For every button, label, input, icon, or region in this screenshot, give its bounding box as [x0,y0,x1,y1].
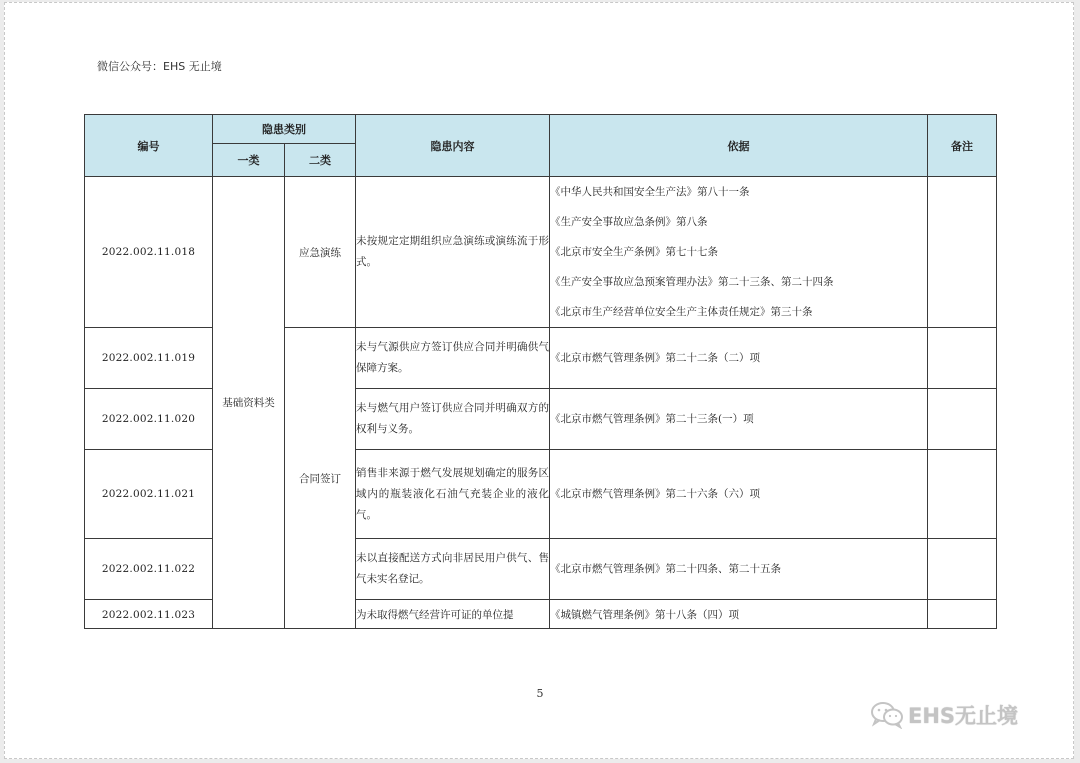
header-category: 隐患类别 [213,115,356,144]
table-row [85,177,997,328]
row-id: 2022.002.11.020 [85,389,213,450]
row-basis [550,328,928,389]
header-content: 隐患内容 [356,115,550,177]
basis-item: 《城镇燃气管理条例》第十八条（四）项 [550,609,739,621]
watermark-text: EHS无止境 [908,704,1019,728]
cat2-cell: 应急演练 [285,177,356,328]
cat1-cell: 基础资料类 [213,177,285,629]
row-id: 2022.002.11.021 [85,450,213,539]
hazard-table [84,114,997,629]
row-content: 未按规定定期组织应急演练或演练流于形式。 [356,177,550,328]
row-remark [928,177,997,328]
row-id: 2022.002.11.023 [85,600,213,629]
row-remark [928,450,997,539]
row-content: 未与燃气用户签订供应合同并明确双方的权利与义务。 [356,389,550,450]
basis-item: 《北京市燃气管理条例》第二十二条（二）项 [550,352,760,364]
header-basis: 依据 [550,115,928,177]
cat2-cell: 合同签订 [285,328,356,629]
row-basis [550,389,928,450]
row-content: 未以直接配送方式向非居民用户供气、售气未实名登记。 [356,539,550,600]
row-content: 为未取得燃气经营许可证的单位提 [356,600,550,629]
basis-item: 《北京市燃气管理条例》第二十三条(一）项 [550,413,754,425]
basis-item: 《北京市生产经营单位安全生产主体责任规定》第三十条 [550,306,813,318]
watermark [870,700,1018,730]
basis-item: 《生产安全事故应急条例》第八条 [550,216,708,228]
row-remark [928,600,997,629]
basis-item: 《北京市安全生产条例》第七十七条 [550,246,718,258]
row-id: 2022.002.11.018 [85,177,213,328]
basis-item: 《生产安全事故应急预案管理办法》第二十三条、第二十四条 [550,276,834,288]
header-cat1: 一类 [213,144,285,177]
row-id: 2022.002.11.019 [85,328,213,389]
row-basis [550,539,928,600]
wechat-icon [870,701,904,729]
row-id: 2022.002.11.022 [85,539,213,600]
row-remark [928,389,997,450]
page-number: 5 [536,687,544,700]
header-cat2: 二类 [285,144,356,177]
header-id: 编号 [85,115,213,177]
row-content: 销售非来源于燃气发展规划确定的服务区域内的瓶装液化石油气充装企业的液化气。 [356,450,550,539]
row-remark [928,539,997,600]
basis-item: 《中华人民共和国安全生产法》第八十一条 [550,186,750,198]
header-remark: 备注 [928,115,997,177]
row-basis [550,600,928,629]
row-basis [550,177,928,328]
basis-item: 《北京市燃气管理条例》第二十四条、第二十五条 [550,563,781,575]
row-remark [928,328,997,389]
row-content: 未与气源供应方签订供应合同并明确供气保障方案。 [356,328,550,389]
basis-item: 《北京市燃气管理条例》第二十六条（六）项 [550,488,760,500]
row-basis [550,450,928,539]
header-note: 微信公众号：EHS 无止境 [97,60,222,73]
